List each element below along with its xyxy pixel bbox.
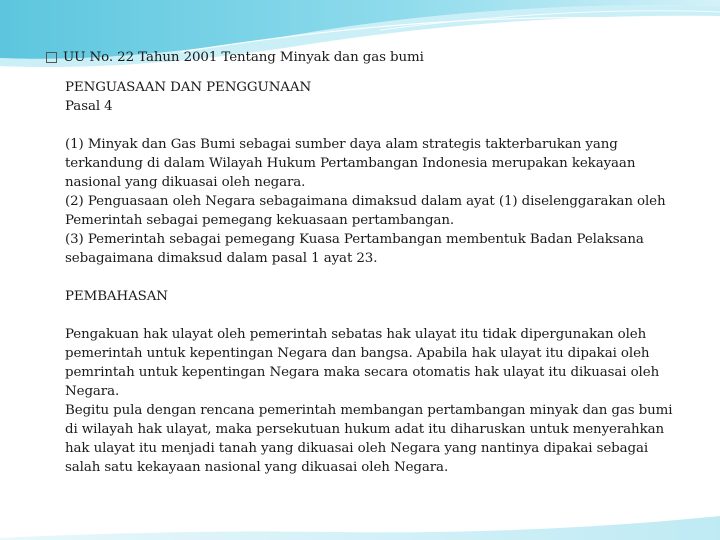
section1-heading: PENGUASAAN DAN PENGGUNAAN — [65, 80, 312, 95]
section1-subheading: Pasal 4 — [65, 99, 113, 114]
slide-title: UU No. 22 Tahun 2001 Tentang Minyak dan gas bumi — [63, 50, 424, 65]
section-penguasaan — [46, 78, 686, 477]
section2-heading: PEMBAHASAN — [65, 289, 168, 304]
pasal-paragraph-3: (3) Pemerintah sebagai pemegang Kuasa Pertambangan membentuk Badan Pelaksana sebagaimana dimaksud dalam pasal 1 ayat 23. — [65, 232, 644, 266]
square-bullet-icon — [46, 52, 57, 63]
pasal-paragraph-2: (2) Penguasaan oleh Negara sebagaimana dimaksud dalam ayat (1) diselenggarakan oleh Pemerintah sebagai pemegang kekuasaan pertambangan. — [65, 194, 666, 228]
title-row — [46, 48, 686, 67]
pembahasan-paragraph-1: Pengakuan hak ulayat oleh pemerintah sebatas hak ulayat itu tidak dipergunakan oleh pemerintah untuk kepentingan Negara dan bangsa. Apabila hak ulayat itu dipakai oleh pemrintah untuk kepentingan Negara maka secara otomatis hak ulayat itu dikuasai oleh Negara. — [65, 327, 660, 399]
slide-content — [46, 48, 686, 477]
bottom-wave — [0, 516, 720, 540]
pasal-paragraph-1: (1) Minyak dan Gas Bumi sebagai sumber daya alam strategis takterbarukan yang terkandung di dalam Wilayah Hukum Pertambangan Indonesia merupakan kekayaan nasional yang dikuasai oleh negara. — [65, 137, 636, 190]
pembahasan-paragraph-2: Begitu pula dengan rencana pemerintah membangan pertambangan minyak dan gas bumi di wilayah hak ulayat, maka persekutuan hukum adat itu diharuskan untuk menyerahkan hak ulayat itu menjadi tanah yang dikuasai oleh Negara yang nantinya dipakai sebagai salah satu kekayaan nasional yang dikuasai oleh Negara. — [65, 403, 673, 475]
